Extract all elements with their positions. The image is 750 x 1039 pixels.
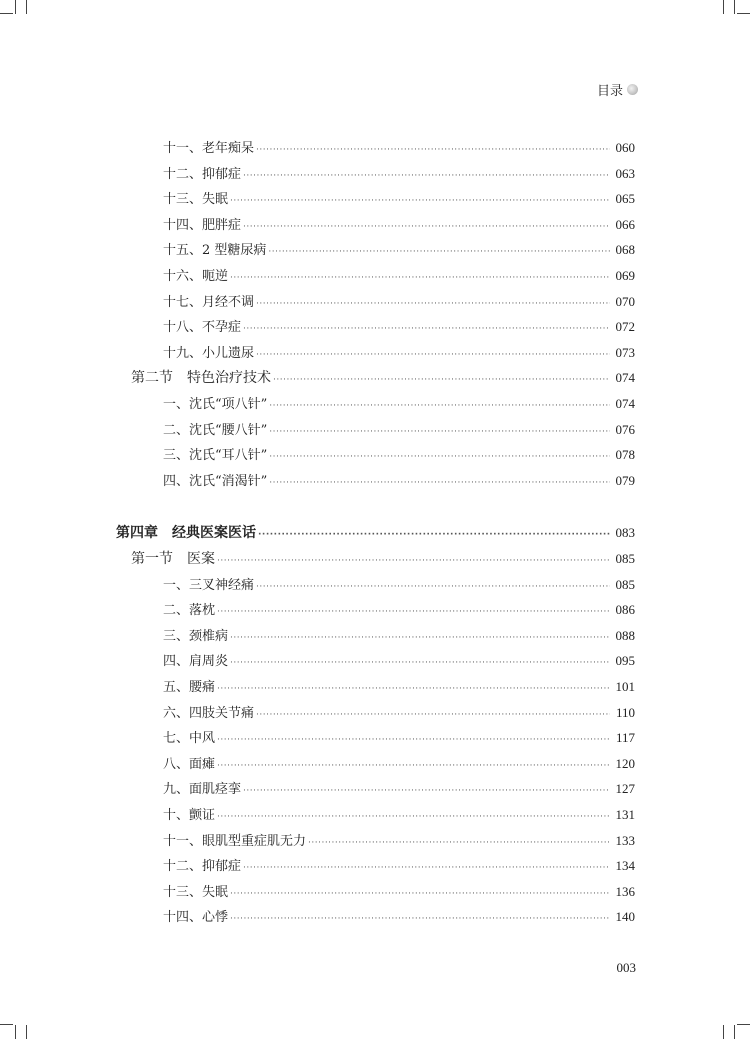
dot-leader (230, 882, 609, 906)
toc-entry-page: 060 (615, 140, 635, 155)
toc-entry-page: 063 (615, 166, 635, 181)
dot-leader (217, 805, 609, 829)
toc-entry-label: 第一节 医案 (131, 551, 215, 567)
toc-entry-label: 一、三叉神经痛 (163, 578, 255, 593)
toc-item[interactable] (163, 290, 635, 314)
toc-entry-label: 二、沈氏“腰八针” (163, 423, 268, 438)
dot-leader (243, 856, 609, 880)
toc-entry-label: 十四、心悸 (163, 910, 229, 925)
toc-entry-label: 五、腰痛 (163, 680, 216, 695)
toc-entry-label: 十、颤证 (163, 808, 216, 823)
toc-entry-page: 127 (615, 781, 635, 796)
page-number: 003 (616, 960, 636, 975)
toc-entry-page: 131 (615, 807, 635, 822)
toc-entry-page: 073 (615, 345, 635, 360)
toc-item[interactable] (163, 392, 635, 416)
toc-entry-page: 070 (615, 294, 635, 309)
toc-entry-page: 072 (615, 319, 635, 334)
toc-item[interactable] (163, 238, 635, 262)
dot-leader (230, 907, 609, 931)
dot-leader (269, 420, 609, 444)
dot-leader (230, 626, 609, 650)
toc-entry-page: 088 (615, 628, 635, 643)
dot-leader (256, 138, 609, 162)
toc-entry-page: 095 (615, 653, 635, 668)
dot-leader (256, 575, 609, 599)
toc-entry-page: 068 (615, 242, 635, 257)
toc-entry-page: 076 (615, 422, 635, 437)
toc-entry-label: 十三、失眠 (163, 192, 229, 207)
toc-entry-page: 101 (615, 679, 635, 694)
toc-entry-label: 第二节 特色治疗技术 (131, 370, 271, 386)
toc-item[interactable] (163, 469, 635, 493)
toc-entry-label: 四、肩周炎 (163, 654, 229, 669)
toc-item[interactable] (163, 136, 635, 160)
dot-leader (217, 677, 609, 701)
dot-leader (217, 600, 609, 624)
running-head-title: 目录 (596, 84, 623, 99)
dot-leader (243, 317, 609, 341)
toc-entry-label: 十三、失眠 (163, 885, 229, 900)
toc-item[interactable] (163, 624, 635, 648)
toc-entry-label: 七、中风 (163, 731, 216, 746)
toc-entry-label: 一、沈氏“项八针” (163, 397, 268, 412)
toc-section[interactable] (131, 547, 635, 571)
toc-item[interactable] (163, 803, 635, 827)
toc-entry-label: 十八、不孕症 (163, 320, 242, 335)
toc-entry-label: 二、落枕 (163, 603, 216, 618)
dot-leader (273, 368, 610, 392)
toc-entry-page: 110 (615, 705, 635, 720)
toc-item[interactable] (163, 649, 635, 673)
toc-entry-label: 十五、2 型糖尿病 (163, 243, 267, 258)
toc-entry-page: 069 (615, 268, 635, 283)
dot-leader (256, 343, 609, 367)
toc-entry-label: 十七、月经不调 (163, 295, 255, 310)
toc-entry-page: 120 (615, 756, 635, 771)
toc-entry-label: 十二、抑郁症 (163, 167, 242, 182)
toc-entry-page: 079 (615, 473, 635, 488)
dot-leader (243, 779, 609, 803)
toc-entry-page: 133 (615, 833, 635, 848)
toc-entry-page: 136 (615, 884, 635, 899)
toc-item[interactable] (163, 598, 635, 622)
toc-entry-page: 140 (615, 909, 635, 924)
toc-entry-label: 十一、眼肌型重症肌无力 (163, 834, 307, 849)
toc-item[interactable] (163, 777, 635, 801)
dot-leader (258, 523, 610, 547)
toc-item[interactable] (163, 315, 635, 339)
toc-item[interactable] (163, 264, 635, 288)
toc-item[interactable] (163, 162, 635, 186)
toc-entry-page: 066 (615, 217, 635, 232)
toc-item[interactable] (163, 726, 635, 750)
toc-item[interactable] (163, 854, 635, 878)
toc-item[interactable] (163, 443, 635, 467)
toc-entry-label: 三、沈氏“耳八针” (163, 448, 268, 463)
dot-leader (268, 240, 609, 264)
dot-leader (269, 445, 609, 469)
toc-entry-label: 六、四肢关节痛 (163, 706, 255, 721)
dot-leader (256, 292, 609, 316)
toc-entry-label: 十一、老年痴呆 (163, 141, 255, 156)
toc-entry-label: 三、颈椎病 (163, 629, 229, 644)
dot-leader (230, 189, 609, 213)
toc-chapter[interactable] (116, 521, 635, 545)
toc-entry-label: 九、面肌痉挛 (163, 782, 242, 797)
toc-entry-page: 117 (615, 730, 635, 745)
dot-leader (308, 831, 609, 855)
toc-entry-label: 八、面瘫 (163, 757, 216, 772)
toc-entry-page: 078 (615, 447, 635, 462)
toc-entry-label: 四、沈氏“消渴针” (163, 474, 268, 489)
toc-item[interactable] (163, 829, 635, 853)
dot-leader (217, 549, 610, 573)
toc-entry-label: 十二、抑郁症 (163, 859, 242, 874)
running-head (597, 80, 638, 99)
toc-item[interactable] (163, 905, 635, 929)
toc-entry-page: 083 (615, 525, 635, 540)
toc-entry-label: 十九、小儿遗尿 (163, 346, 255, 361)
dot-leader (243, 164, 609, 188)
toc-item[interactable] (163, 573, 635, 597)
bullet-dot-icon (627, 84, 638, 95)
dot-leader (230, 651, 609, 675)
dot-leader (217, 754, 609, 778)
toc-item[interactable] (163, 701, 635, 725)
toc-entry-page: 074 (615, 370, 635, 385)
dot-leader (269, 394, 609, 418)
toc-item[interactable] (163, 418, 635, 442)
toc-entry-label: 十六、呃逆 (163, 269, 229, 284)
toc-section[interactable] (131, 366, 635, 390)
toc-entry-page: 085 (615, 577, 635, 592)
toc-item[interactable] (163, 213, 635, 237)
toc-entry-page: 074 (615, 396, 635, 411)
dot-leader (217, 728, 610, 752)
toc-entry-page: 085 (615, 551, 635, 566)
toc-item[interactable] (163, 675, 635, 699)
dot-leader (243, 215, 609, 239)
toc-entry-label: 十四、肥胖症 (163, 218, 242, 233)
dot-leader (256, 703, 610, 727)
toc-item[interactable] (163, 752, 635, 776)
toc-entry-page: 065 (615, 191, 635, 206)
toc-entry-page: 086 (615, 602, 635, 617)
toc-item[interactable] (163, 880, 635, 904)
dot-leader (230, 266, 609, 290)
toc-entry-page: 134 (615, 858, 635, 873)
toc-item[interactable] (163, 341, 635, 365)
toc-item[interactable] (163, 187, 635, 211)
dot-leader (269, 471, 609, 495)
toc-entry-label: 第四章 经典医案医话 (116, 525, 256, 541)
